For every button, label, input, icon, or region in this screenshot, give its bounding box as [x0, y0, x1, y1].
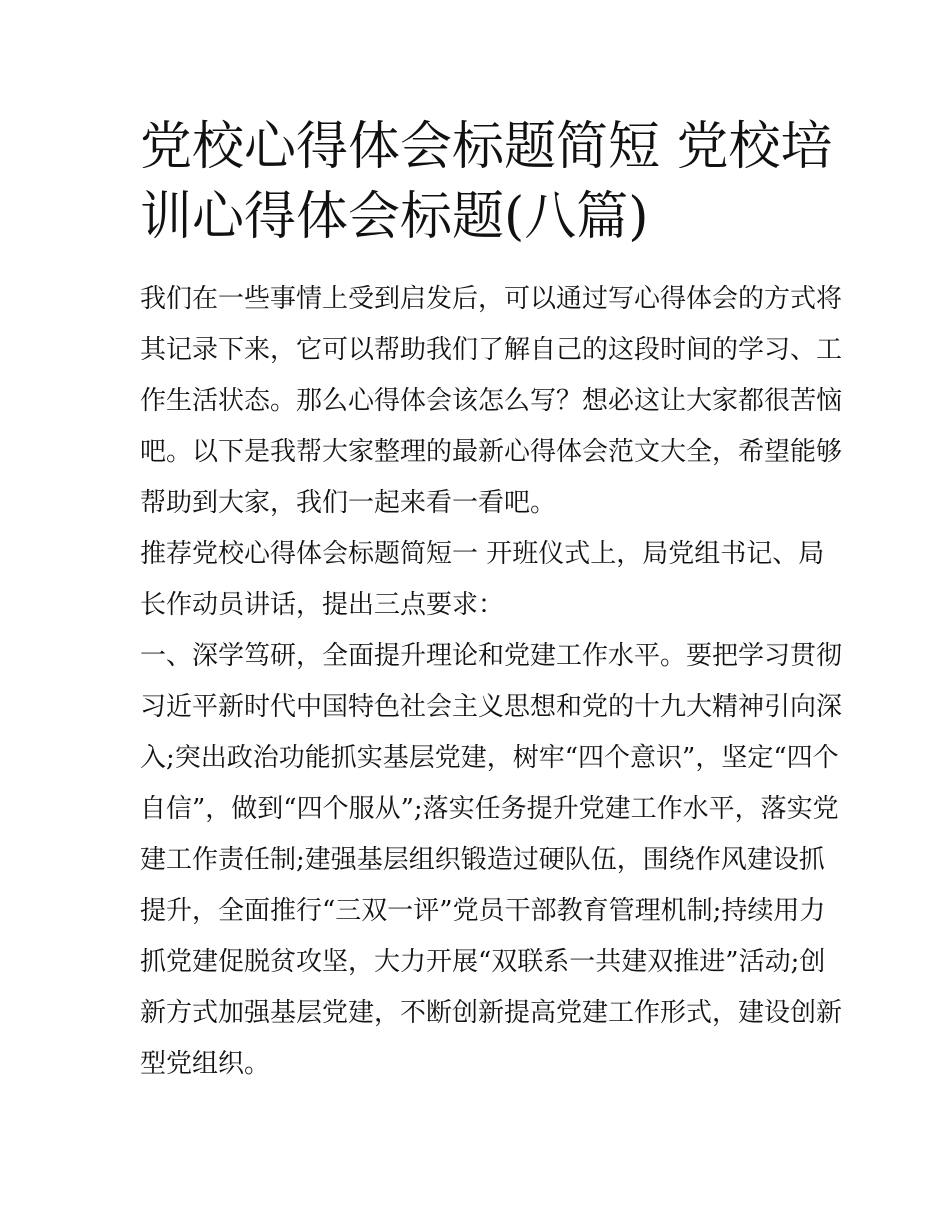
point-paragraph-line: 习近平新时代中国特色社会主义思想和党的十九大精神引向深 [140, 692, 843, 722]
point-paragraph-line: 新方式加强基层党建，不断创新提高党建工作形式，建设创新 [140, 998, 843, 1028]
document-body [140, 274, 843, 1090]
intro-paragraph-line: 吧。以下是我帮大家整理的最新心得体会范文大全，希望能够 [140, 437, 843, 467]
point-paragraph-line: 建工作责任制;建强基层组织锻造过硬队伍，围绕作风建设抓 [140, 845, 825, 875]
point-paragraph-line: 抓党建促脱贫攻坚，大力开展“双联系一共建双推进”活动;创 [140, 947, 826, 977]
intro-paragraph-line: 帮助到大家，我们一起来看一看吧。 [140, 488, 557, 518]
point-paragraph-line: 一、深学笃研，全面提升理论和党建工作水平。要把学习贯彻 [140, 641, 843, 671]
title-line: 党校心得体会标题简短 党校培 [140, 117, 833, 177]
section-paragraph-line: 长作动员讲话，提出三点要求： [140, 590, 505, 620]
point-paragraph-line: 自信”，做到“四个服从”;落实任务提升党建工作水平，落实党 [140, 794, 839, 824]
document-title [140, 112, 833, 252]
intro-paragraph-line: 我们在一些事情上受到启发后，可以通过写心得体会的方式将 [140, 284, 843, 314]
document-content [140, 112, 843, 1090]
intro-paragraph-line: 其记录下来，它可以帮助我们了解自己的这段时间的学习、工 [140, 335, 843, 365]
title-line: 训心得体会标题(八篇) [140, 187, 649, 247]
intro-paragraph-line: 作生活状态。那么心得体会该怎么写？想必这让大家都很苦恼 [140, 386, 843, 416]
point-paragraph-line: 型党组织。 [140, 1049, 271, 1079]
point-paragraph-line: 提升，全面推行“三双一评”党员干部教育管理机制;持续用力 [140, 896, 826, 926]
section-paragraph-line: 推荐党校心得体会标题简短一 开班仪式上，局党组书记、局 [140, 539, 825, 569]
point-paragraph-line: 入;突出政治功能抓实基层党建，树牢“四个意识”，坚定“四个 [140, 743, 839, 773]
